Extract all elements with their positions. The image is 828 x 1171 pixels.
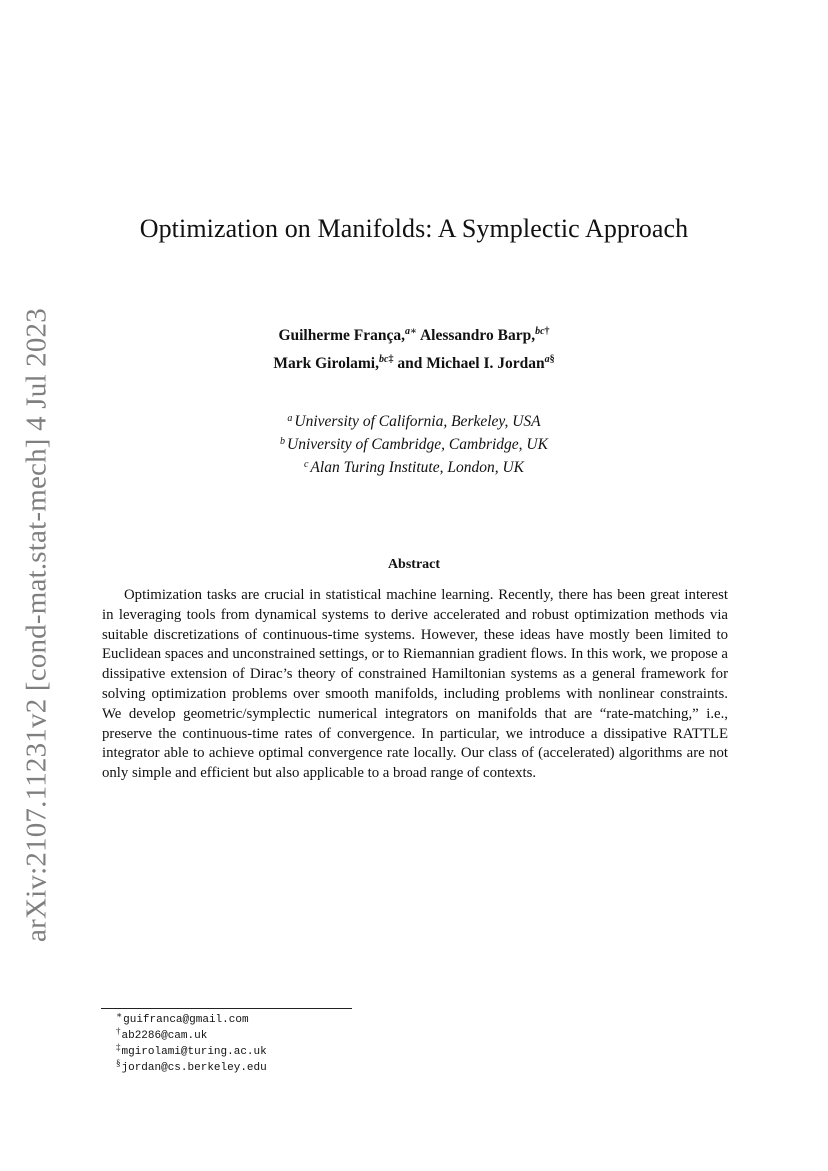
- affiliation-item: [0, 410, 828, 433]
- affiliation-key: b: [280, 436, 286, 447]
- footnote-mark: ∗: [116, 1010, 123, 1020]
- affiliation-item: [0, 456, 828, 479]
- footnote-mark: †: [116, 1026, 121, 1036]
- author-name: Alessandro Barp,: [419, 327, 536, 344]
- author-name: Guilherme França,: [278, 327, 406, 344]
- footnote-divider: [101, 1008, 352, 1009]
- footnote-email[interactable]: jordan@cs.berkeley.edu: [121, 1062, 267, 1074]
- footnote-item: [116, 1012, 267, 1028]
- author-line-2: [0, 350, 828, 378]
- affiliation-item: [0, 433, 828, 456]
- affiliation-text: University of Cambridge, Cambridge, UK: [287, 436, 548, 453]
- footnote-email[interactable]: mgirolami@turing.ac.uk: [121, 1046, 267, 1058]
- author-affiliation-mark: a: [405, 326, 411, 337]
- author-line-1: [0, 322, 828, 350]
- author-affiliation-mark: bc: [535, 326, 545, 337]
- author-footnote-mark: §: [549, 354, 555, 365]
- author-footnote-mark: ‡: [388, 354, 394, 365]
- abstract-body: Optimization tasks are crucial in statistical machine learning. Recently, there has been great interest in leveraging tools from dynamical systems to derive accelerated and robust optimization methods via suitable discretizations of continuous-time systems. However, these ideas have mostly been limited to Euclidean spaces and unconstrained settings, or to Riemannian gradient flows. In this work, we propose a dissipative extension of Dirac’s theory of constrained Hamiltonian systems as a general framework for solving optimization problems over smooth manifolds, including problems with nonlinear constraints. We develop geometric/symplectic numerical integrators on manifolds that are “rate-matching,” i.e., preserve the continuous-time rates of convergence. In particular, we introduce a dissipative RATTLE integrator able to achieve optimal convergence rate locally. Our class of (accelerated) algorithms are not only simple and efficient but also applicable to a broad range of contexts.: [102, 587, 728, 782]
- abstract-heading: Abstract: [387, 557, 441, 572]
- author-name: Michael I. Jordan: [426, 355, 545, 372]
- author-affiliation-mark: a: [544, 354, 550, 365]
- footnote-email[interactable]: guifranca@gmail.com: [123, 1014, 249, 1026]
- affiliation-key: c: [303, 459, 309, 470]
- footnote-item: [116, 1044, 267, 1060]
- author-list: [0, 322, 828, 378]
- affiliation-text: University of California, Berkeley, USA: [294, 413, 541, 430]
- affiliation-list: [0, 410, 828, 479]
- paper-title: Optimization on Manifolds: A Symplectic Approach: [139, 214, 689, 243]
- footnote-mark: ‡: [116, 1042, 121, 1052]
- footnote-list: [116, 1012, 267, 1076]
- footnote-mark: §: [116, 1058, 121, 1068]
- footnote-item: [116, 1060, 267, 1076]
- author-affiliation-mark: bc: [379, 354, 389, 365]
- author-footnote-mark: ∗: [410, 326, 417, 337]
- affiliation-text: Alan Turing Institute, London, UK: [310, 459, 525, 476]
- footnote-email[interactable]: ab2286@cam.uk: [121, 1030, 208, 1042]
- author-name: Mark Girolami,: [273, 355, 379, 372]
- arxiv-identifier: arXiv:2107.11231v2 [cond-mat.stat-mech] 4 Jul 2023: [20, 308, 53, 942]
- author-footnote-mark: †: [544, 326, 550, 337]
- footnote-item: [116, 1028, 267, 1044]
- author-connector: and: [397, 355, 423, 372]
- affiliation-key: a: [287, 413, 293, 424]
